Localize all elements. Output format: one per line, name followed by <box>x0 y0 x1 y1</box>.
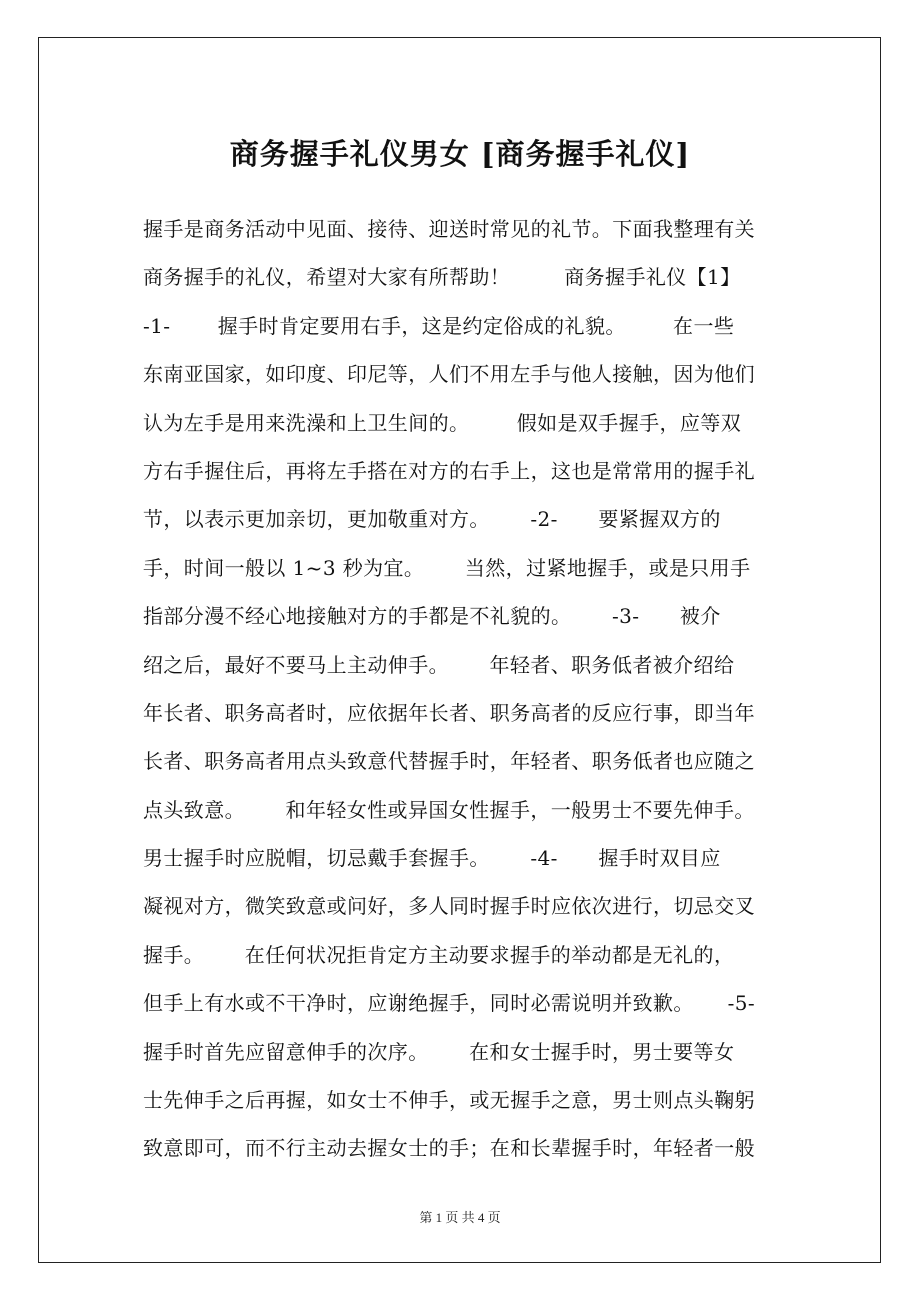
body-line: 认为左手是用来洗澡和上卫生间的。 假如是双手握手，应等双 <box>143 410 742 435</box>
body-line: 节，以表示更加亲切，更加敬重对方。 -2- 要紧握双方的 <box>143 507 721 532</box>
body-line: 绍之后，最好不要马上主动伸手。 年轻者、职务低者被介绍给 <box>143 652 735 677</box>
body-line: 指部分漫不经心地接触对方的手都是不礼貌的。 -3- 被介 <box>143 604 721 629</box>
page-number-footer: 第 1 页 共 4 页 <box>419 1210 501 1225</box>
body-line: 握手时首先应留意伸手的次序。 在和女士握手时，男士要等女 <box>143 1039 735 1064</box>
body-line: 男士握手时应脱帽，切忌戴手套握手。 -4- 握手时双目应 <box>143 846 721 871</box>
body-line: 致意即可，而不行主动去握女士的手；在和长辈握手时，年轻者一般 <box>143 1136 755 1161</box>
document-body <box>143 214 793 1182</box>
body-line: 握手是商务活动中见面、接待、迎送时常见的礼节。下面我整理有关 <box>143 217 755 241</box>
body-line: 手，时间一般以 1~3 秒为宜。 当然，过紧地握手，或是只用手 <box>143 555 751 580</box>
body-line: 点头致意。 和年轻女性或异国女性握手，一般男士不要先伸手。 <box>143 797 755 822</box>
body-line: 但手上有水或不干净时，应谢绝握手，同时必需说明并致歉。 -5- <box>143 991 756 1016</box>
body-line: 方右手握住后，再将左手搭在对方的右手上，这也是常常用的握手礼 <box>143 458 755 483</box>
body-line: 年长者、职务高者时，应依据年长者、职务高者的反应行事，即当年 <box>143 700 755 725</box>
body-line: 东南亚国家，如印度、印尼等，人们不用左手与他人接触，因为他们 <box>143 362 755 387</box>
body-line: 凝视对方，微笑致意或问好，多人同时握手时应依次进行，切忌交叉 <box>143 894 755 919</box>
body-line: -1- 握手时肯定要用右手，这是约定俗成的礼貌。 在一些 <box>143 313 735 338</box>
body-line: 长者、职务高者用点头致意代替握手时，年轻者、职务低者也应随之 <box>143 749 755 774</box>
document-title: 商务握手礼仪男女 [商务握手礼仪] <box>229 137 691 171</box>
body-line: 握手。 在任何状况拒肯定方主动要求握手的举动都是无礼的， <box>143 942 735 967</box>
body-line: 士先伸手之后再握，如女士不伸手，或无握手之意，男士则点头鞠躬 <box>143 1088 755 1113</box>
body-line: 商务握手的礼仪，希望对大家有所帮助！ 商务握手礼仪【1】 <box>143 265 741 290</box>
